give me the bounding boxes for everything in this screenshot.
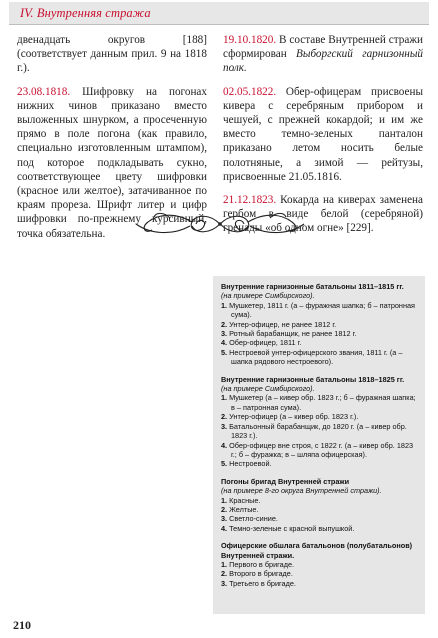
running-header: [9, 2, 429, 25]
item-text: Мушкетер (а – кивер обр. 1823 г.; б – фуражная шапка; в – патронная сума).: [229, 393, 416, 412]
item-text: Унтер-офицер (а – кивер обр. 1823 г.).: [229, 412, 359, 422]
list-item: [221, 412, 417, 421]
caption-section-subtitle: (на примере 8-го округа Внутренней стражи).: [221, 486, 382, 496]
item-text: Батальонный барабанщик, до 1820 г. (а – кивер обр. 1823 г.).: [229, 421, 407, 441]
item-number: 5.: [221, 347, 228, 357]
item-text: Обер-офицер, 1811 г.: [229, 338, 302, 348]
item-number: 1.: [221, 559, 228, 569]
list-item: [221, 348, 417, 367]
item-number: 2.: [221, 412, 228, 422]
flourish-ornament-icon: [130, 208, 310, 240]
list-item: [221, 393, 417, 412]
list-item: [221, 441, 417, 460]
date: 21.12.1823.: [223, 194, 277, 207]
item-number: 1.: [221, 393, 228, 403]
list-item: [221, 320, 417, 329]
caption-section-title: Внутренние гарнизонные батальоны 1811–1815 гг.: [221, 282, 404, 291]
item-text: Ротный барабанщик, не ранее 1812 г.: [229, 329, 357, 339]
item-number: 5.: [221, 459, 228, 469]
caption-section-title: Погоны бригад Внутренней стражи: [221, 476, 350, 486]
list-item: [221, 459, 417, 468]
illustration-captions-box: [213, 276, 425, 614]
list-item: [221, 514, 417, 523]
caption-section: [221, 282, 417, 367]
item-number: 2.: [221, 504, 228, 514]
item-number: 1.: [221, 300, 228, 310]
date: 23.08.1818.: [17, 85, 71, 98]
list-item: [221, 579, 417, 588]
item-text: Светло-синие.: [229, 514, 278, 524]
item-text: Нестроевой.: [229, 459, 272, 469]
paragraph: [223, 33, 423, 76]
paragraph-text: Кокарда на киверах заменена гербом в виде белой (серебряной) гренады «об одном огне» [229].: [223, 194, 423, 235]
list-item: [221, 505, 417, 514]
item-number: 4.: [221, 523, 228, 533]
item-text: Второго в бригаде.: [229, 569, 293, 579]
paragraph-text: Обер-офицерам присвоены кивера с серебряным прибором и чешуей, с прежней кокардой; и им же вместо темно-зеленых панталон приказано летом носить белые полотняные, а зимой — рейтузы, присвоенные 21.05.1816.: [223, 85, 423, 183]
item-text: Желтые.: [229, 504, 259, 514]
date: 19.10.1820.: [223, 34, 277, 46]
paragraph: двенадцать округов [188] (соответствует данным прил. 9 на 1818 г.).: [17, 34, 207, 75]
item-text: Первого в бригаде.: [229, 559, 295, 569]
item-text: Третьего в бригаде.: [229, 578, 296, 588]
item-number: 3.: [221, 578, 228, 588]
item-text: Темно-зеленые с красной выпушкой.: [229, 523, 355, 533]
item-text: Мушкетер, 1811 г. (а – фуражная шапка; б – патронная сума).: [229, 300, 416, 320]
item-number: 2.: [221, 569, 228, 579]
item-number: 4.: [221, 440, 228, 450]
item-number: 3.: [221, 421, 228, 431]
caption-section: [221, 541, 417, 588]
caption-section-subtitle: (на примере Симбирского).: [221, 384, 315, 394]
paragraph: [223, 85, 423, 184]
paragraph-text: В составе Внутренней стражи сформирован: [223, 34, 423, 61]
caption-section-subtitle: (на примере Симбирского).: [221, 291, 315, 301]
item-text: Унтер-офицер, не ранее 1812 г.: [229, 319, 337, 329]
list-item: [221, 338, 417, 347]
item-number: 2.: [221, 319, 228, 329]
item-number: 4.: [221, 338, 228, 348]
item-text: Красные.: [229, 495, 261, 505]
item-number: 3.: [221, 514, 228, 524]
date: 02.05.1822.: [223, 85, 277, 98]
list-item: [221, 560, 417, 569]
paragraph-text: Шифровку на погонах нижних чинов приказано вместо выложенных шнурком, а просеченную прямо в поле погона (как правило, специально изготовленным штампом), под которое подкладывать сукно, соответствующее цвету шифровки (красное или желтое), затачиванное по краям прореза. Шрифт литер и цифр шифровки по-прежнему курсивный, точка обязательна.: [17, 85, 207, 240]
list-item: [221, 569, 417, 578]
caption-section-title: Внутренние гарнизонные батальоны 1818–1825 гг.: [221, 374, 405, 384]
item-number: 3.: [221, 329, 228, 339]
list-item: [221, 422, 417, 441]
list-item: [221, 524, 417, 533]
chapter-title: IV. Внутренняя стража: [20, 6, 151, 20]
caption-section-title: Офицерские обшлага батальонов (полубатальонов) Внутренней стражи.: [221, 541, 413, 560]
list-item: [221, 496, 417, 505]
item-number: 1.: [221, 495, 228, 505]
item-text: Нестроевой унтер-офицерского звания, 1811 г. (а – шапка рядового нестроевого).: [229, 347, 403, 367]
list-item: [221, 301, 417, 320]
caption-section: [221, 477, 417, 533]
item-text: Обер-офицер вне строя, с 1822 г. (а – кивер обр. 1823 г.; б – фуражка; в – шляпа офицерская).: [229, 440, 414, 459]
regiment-name: Выборгский гарнизонный полк.: [223, 48, 423, 75]
caption-section: [221, 375, 417, 469]
page-number: 210: [13, 618, 31, 632]
list-item: [221, 329, 417, 338]
